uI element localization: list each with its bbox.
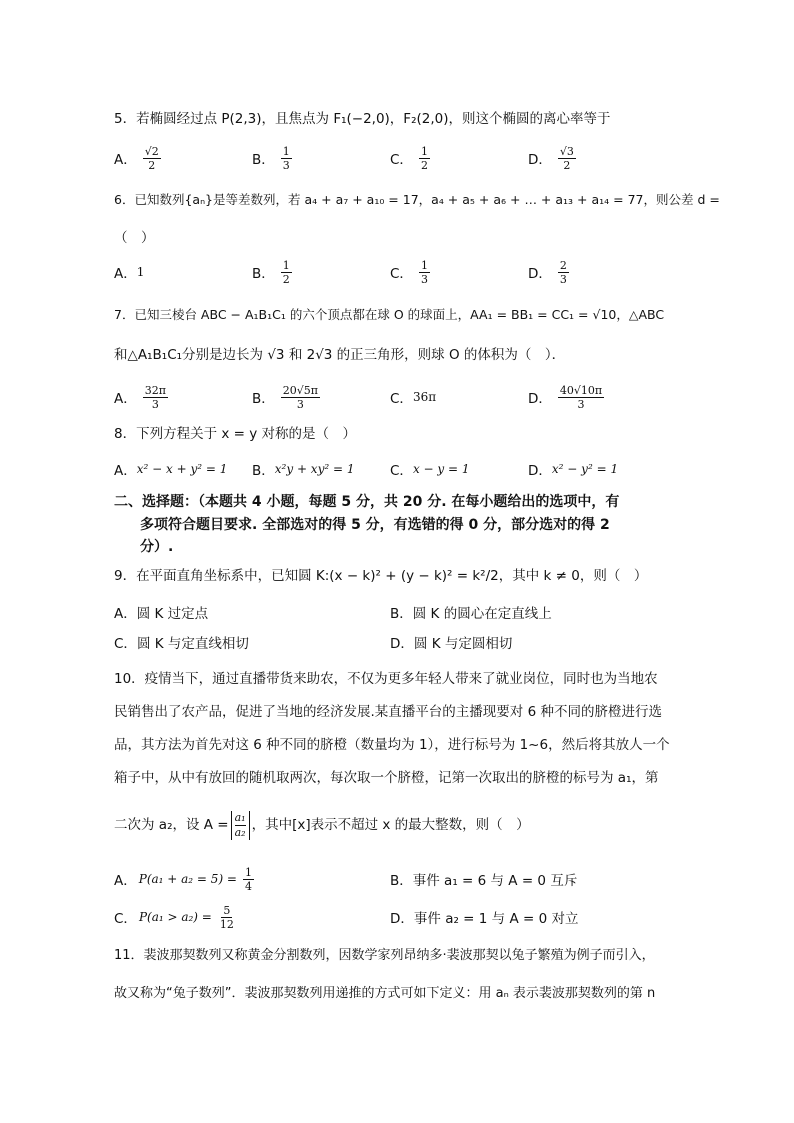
question-10-line-1: 10．疫情当下，通过直播带货来助农，不仅为更多年轻人带来了就业岗位，同时也为当地农	[114, 671, 658, 687]
option-b: B． $\frac{20√5\pi}{3}$	[252, 383, 318, 411]
question-10-line-4: 箱子中，从中有放回的随机取两次，每次取一个脐橙，记第一次取出的脐橙的标号为 a₁，第	[114, 770, 659, 786]
question-6-options	[114, 256, 694, 288]
option-a: A． 1	[114, 265, 145, 282]
option-b: B． $\frac{1}{2}$	[252, 258, 290, 286]
question-8-options	[114, 453, 694, 485]
question-10-options-row1	[114, 862, 694, 896]
question-10-line-2: 民销售出了农产品，促进了当地的经济发展.某直播平台的主播现要对 6 种不同的脐橙进行选	[114, 704, 662, 720]
question-9-options-row2	[114, 626, 694, 658]
option-b: B． x²y + xy² = 1	[252, 462, 355, 479]
option-d: D． $\frac{40√10\pi}{3}$	[528, 383, 603, 411]
option-a: A． 圆 K 过定点	[114, 606, 209, 622]
option-b: B． $\frac{1}{3}$	[252, 144, 290, 172]
question-7-options	[114, 381, 694, 413]
question-11-line-2: 故又称为“兔子数列”．裴波那契数列用递推的方式可如下定义：用 aₙ 表示裴波那契数列的第 n	[114, 986, 656, 1001]
matrix-a: $\frac{\text{a₁}}{\text{a₂}}$	[231, 811, 250, 840]
option-c: C． P(a₁ > a₂) = $\frac{5}{12}$	[114, 903, 234, 931]
section-2-heading: 二、选择题：（本题共 4 小题，每题 5 分，共 20 分. 在每小题给出的选项中，有	[114, 494, 620, 510]
section-2-heading-cont: 多项符合题目要求. 全部选对的得 5 分，有选错的得 0 分，部分选对的得 2	[140, 517, 610, 533]
option-c: C． x − y = 1	[390, 462, 470, 479]
question-9-text: 9．在平面直角坐标系中，已知圆 K:(x − k)² + (y − k)² = k²/2，其中 k ≠ 0，则（ ）	[114, 568, 648, 584]
question-7-text: 7．已知三棱台 ABC − A₁B₁C₁ 的六个顶点都在球 O 的球面上，AA₁ = BB₁ = CC₁ = √10，△ABC	[114, 307, 665, 322]
option-b: B． 事件 a₁ = 6 与 A = 0 互斥	[390, 873, 578, 889]
question-10-line-3: 品，其方法为首先对这 6 种不同的脐橙（数量均为 1），进行标号为 1~6，然后将其放人一个	[114, 737, 670, 753]
question-6-text: 6．已知数列{aₙ}是等差数列，若 a₄ + a₇ + a₁₀ = 17，a₄ + a₅ + a₆ + … + a₁₃ + a₁₄ = 77，则公差 d =	[114, 192, 720, 207]
question-7-text-cont: 和△A₁B₁C₁分别是边长为 √3 和 2√3 的正三角形，则球 O 的体积为（ ）．	[114, 347, 566, 363]
option-c: C． 圆 K 与定直线相切	[114, 636, 249, 652]
option-c: C． 36π	[390, 390, 437, 407]
question-10-line-5: 二次为 a₂，设 A = $\frac{\text{a₁}}{\text{a₂}}$ ，其中[x]表示不超过 x 的最大整数，则（ ）	[114, 810, 530, 839]
question-5-options	[114, 142, 694, 174]
question-8-text: 8．下列方程关于 x = y 对称的是（ ）	[114, 426, 357, 442]
section-2-heading-end: 分）.	[140, 539, 174, 555]
option-d: D． $\frac{2}{3}$	[528, 258, 567, 286]
question-5-text: 5．若椭圆经过点 P(2,3)，且焦点为 F₁(−2,0)，F₂(2,0)，则这个椭圆的离心率等于	[114, 111, 611, 127]
question-9-options-row1	[114, 596, 694, 628]
question-10-options-row2	[114, 900, 694, 934]
question-6-paren: （ ）	[114, 230, 155, 246]
option-d: D． 事件 a₂ = 1 与 A = 0 对立	[390, 911, 579, 927]
option-a: A． $\frac{√2}{2}$	[114, 144, 159, 172]
question-11-line-1: 11．裴波那契数列又称黄金分割数列，因数学家列昂纳多·裴波那契以兔子繁殖为例子而引入，	[114, 948, 655, 963]
option-a: A． x² − x + y² = 1	[114, 462, 228, 479]
option-a: A． $\frac{32\pi}{3}$	[114, 383, 166, 411]
option-b: B． 圆 K 的圆心在定直线上	[390, 606, 552, 622]
option-d: D． $\frac{√3}{2}$	[528, 144, 574, 172]
option-a: A． P(a₁ + a₂ = 5) = $\frac{1}{4}$	[114, 865, 252, 893]
option-d: D． x² − y² = 1	[528, 462, 619, 479]
option-d: D． 圆 K 与定圆相切	[390, 636, 513, 652]
option-c: C． $\frac{1}{3}$	[390, 258, 428, 286]
option-c: C． $\frac{1}{2}$	[390, 144, 428, 172]
